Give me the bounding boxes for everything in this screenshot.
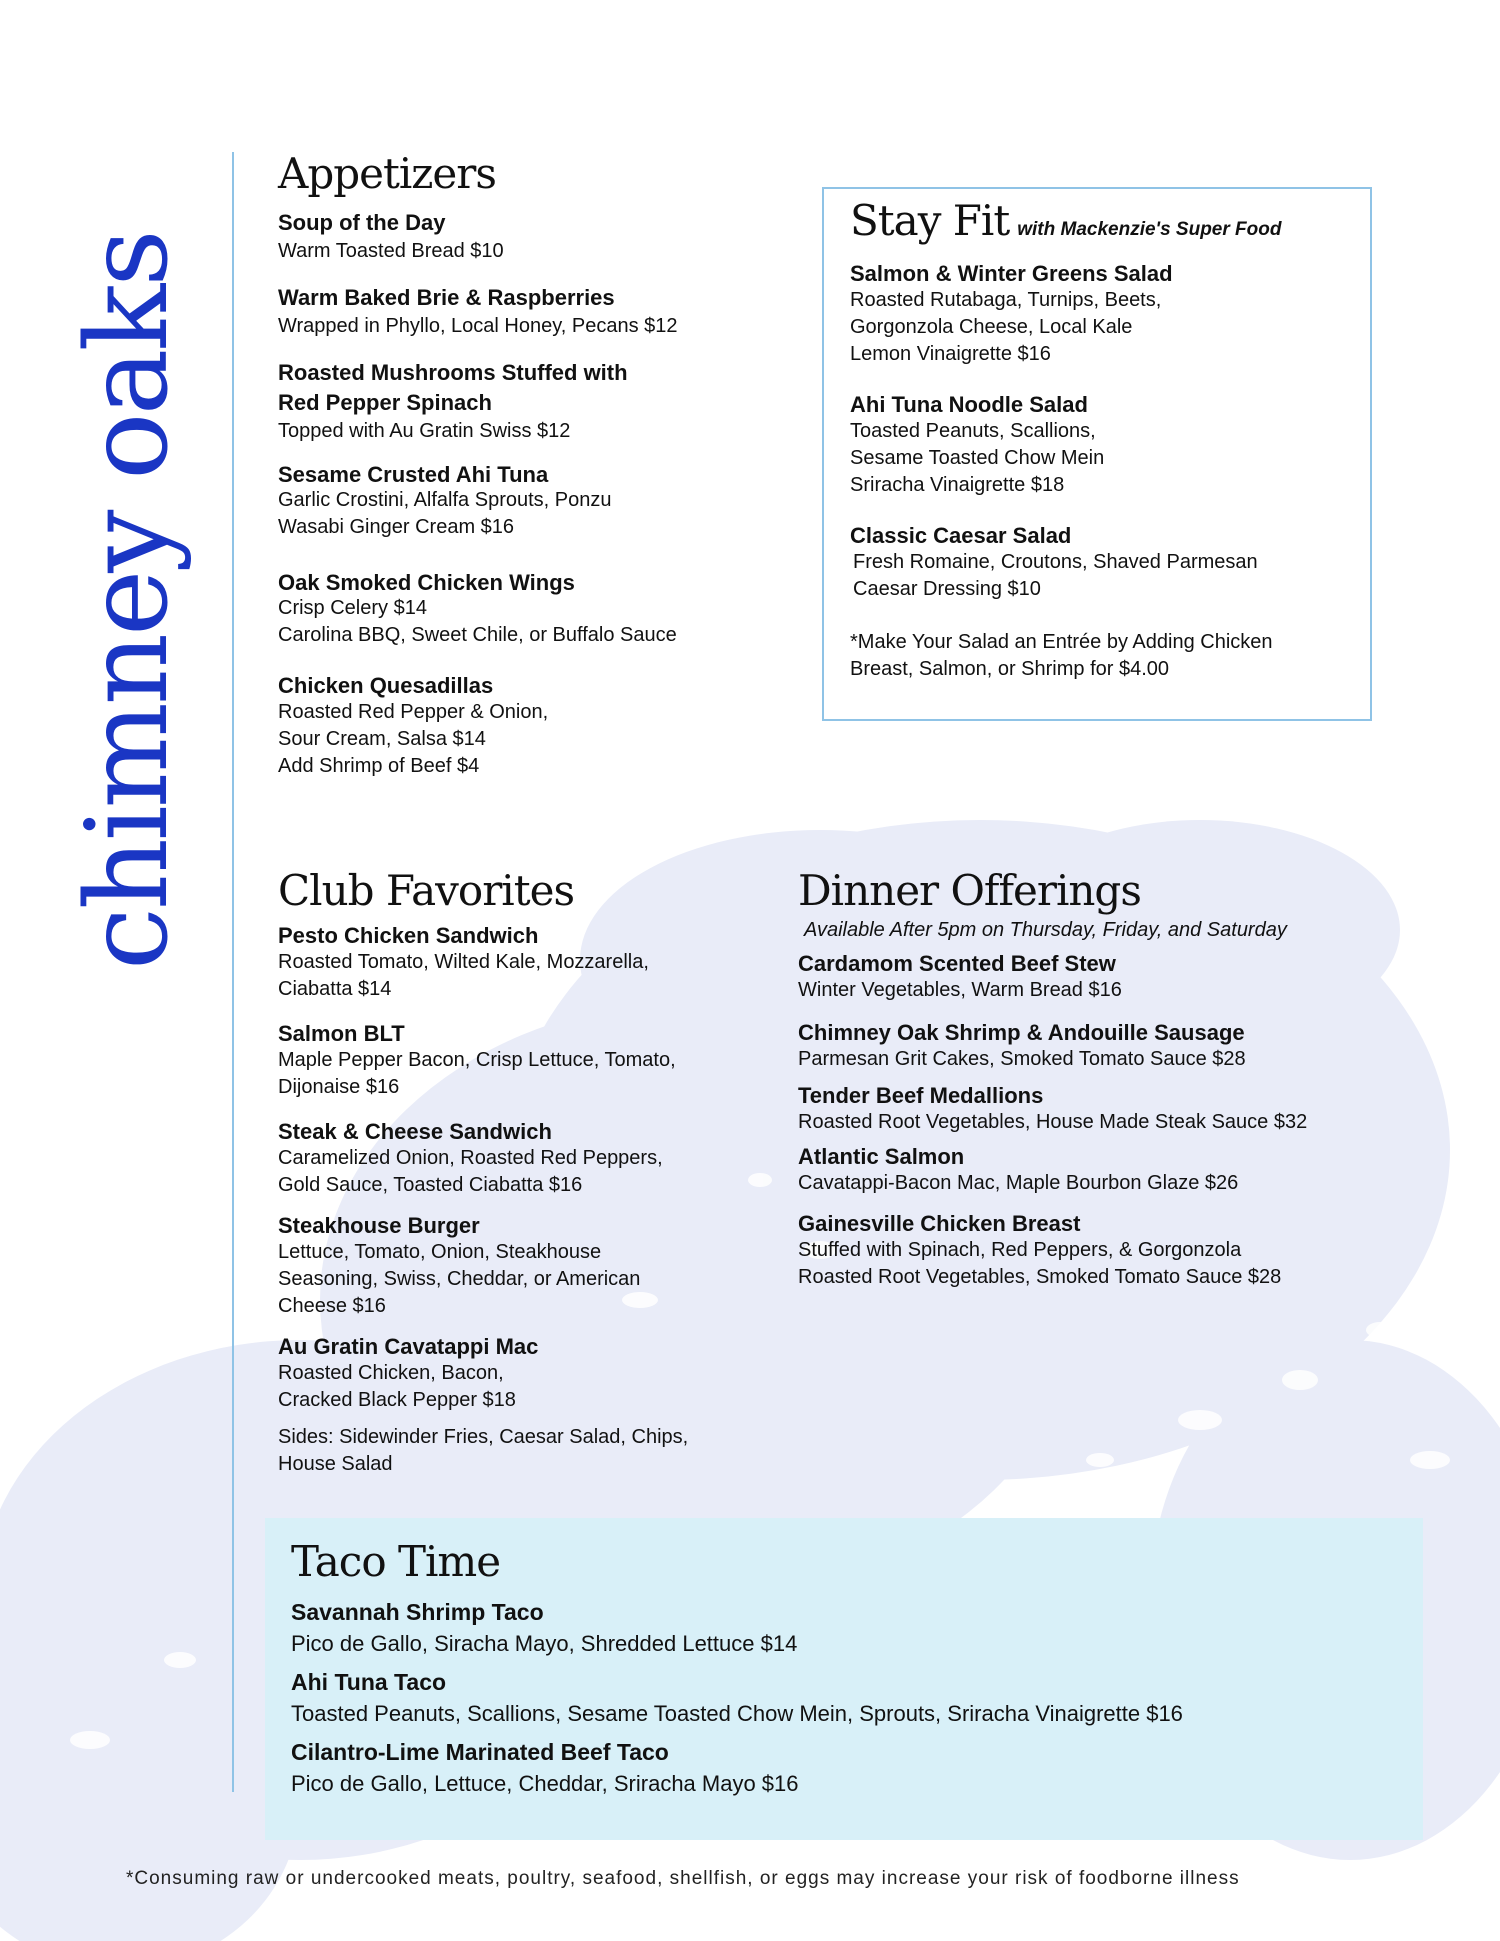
menu-item bbox=[850, 261, 1346, 368]
item-desc: Fresh Romaine, Croutons, Shaved Parmesan Caesar Dressing $10 bbox=[853, 551, 1258, 601]
vertical-divider bbox=[232, 152, 234, 1792]
item-desc: Pico de Gallo, Lettuce, Cheddar, Sriracha Mayo $16 bbox=[291, 1771, 799, 1797]
dinner-offerings-section bbox=[798, 867, 1398, 1291]
item-name: Salmon & Winter Greens Salad bbox=[850, 261, 1173, 287]
item-name: Ahi Tuna Taco bbox=[291, 1669, 447, 1696]
menu-item bbox=[278, 1334, 768, 1414]
item-name: Ahi Tuna Noodle Salad bbox=[850, 392, 1088, 418]
sides-note: Sides: Sidewinder Fries, Caesar Salad, Chips, House Salad bbox=[278, 1426, 689, 1476]
appetizers-title: Appetizers bbox=[278, 149, 496, 198]
item-desc: Toasted Peanuts, Scallions, Sesame Toasted Chow Mein, Sprouts, Sriracha Vinaigrette $16 bbox=[291, 1701, 1183, 1727]
item-name: Warm Baked Brie & Raspberries bbox=[278, 285, 615, 311]
club-favorites-section bbox=[278, 867, 768, 1478]
item-desc: Caramelized Onion, Roasted Red Peppers, Gold Sauce, Toasted Ciabatta $16 bbox=[278, 1147, 663, 1197]
taco-time-box bbox=[265, 1518, 1423, 1840]
item-desc: Roasted Root Vegetables, House Made Steak Sauce $32 bbox=[798, 1111, 1308, 1134]
item-name: Cilantro-Lime Marinated Beef Taco bbox=[291, 1739, 669, 1766]
item-name: Roasted Mushrooms Stuffed with Red Pepper Spinach bbox=[278, 360, 628, 416]
menu-item bbox=[278, 1021, 768, 1101]
item-desc: Wrapped in Phyllo, Local Honey, Pecans $12 bbox=[278, 315, 678, 338]
stay-fit-header bbox=[850, 197, 1346, 245]
stay-fit-title: Stay Fit bbox=[850, 196, 1010, 245]
item-name: Chimney Oak Shrimp & Andouille Sausage bbox=[798, 1020, 1245, 1046]
item-name: Au Gratin Cavatappi Mac bbox=[278, 1334, 539, 1360]
taco-time-title: Taco Time bbox=[291, 1537, 501, 1586]
item-name: Classic Caesar Salad bbox=[850, 523, 1072, 549]
item-desc: Roasted Rutabaga, Turnips, Beets, Gorgonzola Cheese, Local Kale Lemon Vinaigrette $16 bbox=[850, 289, 1162, 366]
item-desc: Parmesan Grit Cakes, Smoked Tomato Sauce $28 bbox=[798, 1048, 1246, 1071]
menu-item bbox=[278, 208, 748, 265]
item-desc: Crisp Celery $14 Carolina BBQ, Sweet Chile, or Buffalo Sauce bbox=[278, 597, 677, 647]
dinner-offerings-title: Dinner Offerings bbox=[798, 866, 1141, 915]
menu-item bbox=[278, 283, 748, 340]
item-desc: Stuffed with Spinach, Red Peppers, & Gorgonzola Roasted Root Vegetables, Smoked Tomato Sauce $28 bbox=[798, 1239, 1282, 1289]
menu-item bbox=[798, 1211, 1398, 1291]
menu-item bbox=[798, 1020, 1398, 1073]
item-name: Savannah Shrimp Taco bbox=[291, 1599, 544, 1626]
item-desc: Maple Pepper Bacon, Crisp Lettuce, Tomato, Dijonaise $16 bbox=[278, 1049, 676, 1099]
food-safety-disclaimer: *Consuming raw or undercooked meats, poultry, seafood, shellfish, or eggs may increase your risk of foodborne illness bbox=[126, 1868, 1240, 1889]
menu-item bbox=[291, 1596, 1397, 1660]
brand-logo: chimney oaks bbox=[63, 232, 193, 970]
item-name: Oak Smoked Chicken Wings bbox=[278, 570, 575, 596]
salad-entree-note: *Make Your Salad an Entrée by Adding Chicken Breast, Salmon, or Shrimp for $4.00 bbox=[850, 631, 1273, 681]
item-name: Cardamom Scented Beef Stew bbox=[798, 951, 1116, 977]
item-name: Steak & Cheese Sandwich bbox=[278, 1119, 552, 1145]
appetizers-section bbox=[278, 150, 748, 780]
item-name: Sesame Crusted Ahi Tuna bbox=[278, 462, 549, 488]
item-desc: Roasted Tomato, Wilted Kale, Mozzarella, Ciabatta $14 bbox=[278, 951, 649, 1001]
menu-item bbox=[278, 463, 748, 541]
item-desc: Toasted Peanuts, Scallions, Sesame Toasted Chow Mein Sriracha Vinaigrette $18 bbox=[850, 420, 1105, 497]
menu-item bbox=[798, 951, 1398, 1004]
item-name: Pesto Chicken Sandwich bbox=[278, 923, 539, 949]
item-desc: Winter Vegetables, Warm Bread $16 bbox=[798, 979, 1122, 1002]
item-name: Atlantic Salmon bbox=[798, 1144, 965, 1170]
item-desc: Warm Toasted Bread $10 bbox=[278, 240, 504, 263]
item-name: Gainesville Chicken Breast bbox=[798, 1211, 1081, 1237]
menu-item bbox=[278, 923, 768, 1003]
item-name: Soup of the Day bbox=[278, 210, 446, 236]
item-desc: Roasted Chicken, Bacon, Cracked Black Pepper $18 bbox=[278, 1362, 516, 1412]
menu-item bbox=[278, 358, 748, 445]
menu-item bbox=[278, 673, 748, 780]
menu-item bbox=[850, 523, 1346, 603]
stay-fit-box bbox=[822, 187, 1372, 721]
item-desc: Topped with Au Gratin Swiss $12 bbox=[278, 420, 571, 443]
menu-item bbox=[278, 1213, 768, 1320]
item-desc: Pico de Gallo, Siracha Mayo, Shredded Lettuce $14 bbox=[291, 1631, 798, 1657]
dinner-availability: Available After 5pm on Thursday, Friday, and Saturday bbox=[804, 919, 1287, 942]
menu-item bbox=[850, 392, 1346, 499]
item-name: Steakhouse Burger bbox=[278, 1213, 480, 1239]
item-desc: Cavatappi-Bacon Mac, Maple Bourbon Glaze $26 bbox=[798, 1172, 1239, 1195]
menu-item bbox=[291, 1666, 1397, 1730]
item-name: Chicken Quesadillas bbox=[278, 673, 494, 699]
menu-item bbox=[291, 1736, 1397, 1800]
menu-item bbox=[798, 1083, 1398, 1136]
item-desc: Lettuce, Tomato, Onion, Steakhouse Seasoning, Swiss, Cheddar, or American Cheese $16 bbox=[278, 1241, 641, 1318]
item-name: Salmon BLT bbox=[278, 1021, 405, 1047]
menu-item bbox=[798, 1144, 1398, 1197]
item-desc: Garlic Crostini, Alfalfa Sprouts, Ponzu Wasabi Ginger Cream $16 bbox=[278, 489, 612, 539]
item-name: Tender Beef Medallions bbox=[798, 1083, 1044, 1109]
menu-item bbox=[278, 571, 748, 649]
menu-item bbox=[278, 1119, 768, 1199]
club-favorites-title: Club Favorites bbox=[278, 866, 574, 915]
stay-fit-subtitle: with Mackenzie's Super Food bbox=[1017, 219, 1282, 240]
item-desc: Roasted Red Pepper & Onion, Sour Cream, Salsa $14 Add Shrimp of Beef $4 bbox=[278, 701, 549, 778]
